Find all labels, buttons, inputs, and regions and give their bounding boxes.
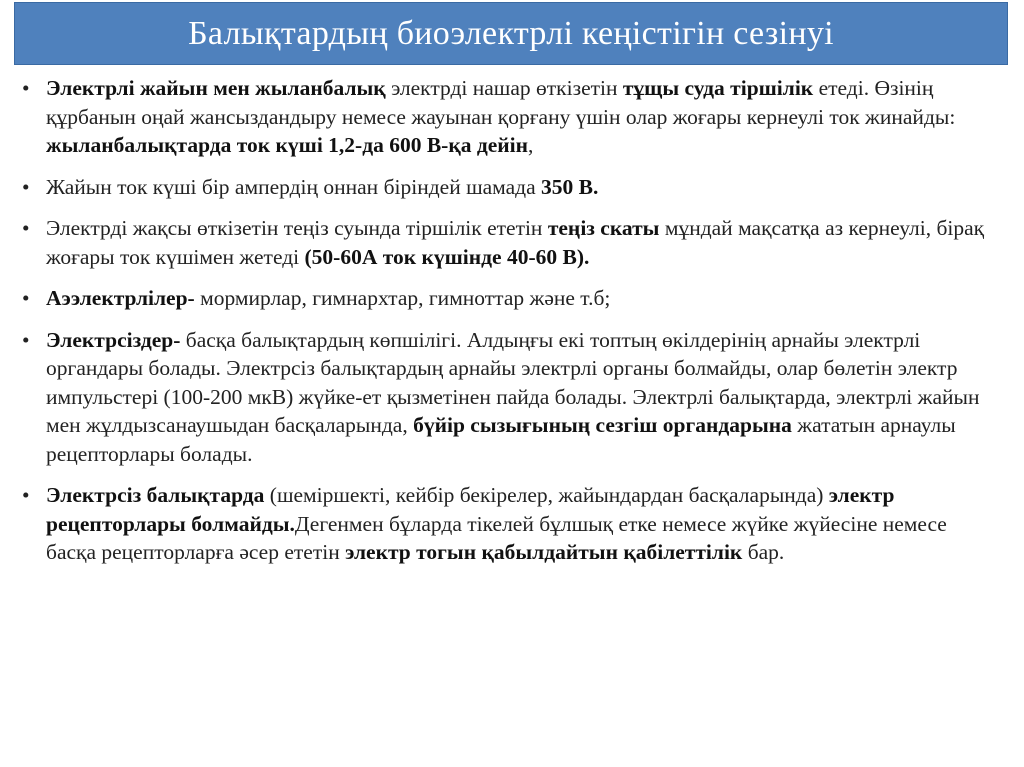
bullet-dot: • (22, 483, 30, 507)
text-run: Электрді жақсы өткізетін теңіз суында тіршілік ететін (46, 216, 548, 240)
text-run: Дегенмен бұларда тікелей бұлшық етке немесе жүйке жүйесіне немесе басқа рецепторларға әсер ететін (46, 511, 947, 564)
bullet-item (22, 284, 994, 313)
text-run: жататын арнаулы рецепторлары болады. (46, 413, 956, 466)
bullet-dot: • (22, 174, 30, 199)
bullet-list (22, 74, 994, 567)
bold-text: тұщы суда тіршілік (622, 76, 814, 100)
slide-title-bar (14, 2, 1008, 65)
slide-title: Балықтардың биоэлектрлі кеңістігін сезінуі (188, 14, 834, 52)
bold-text: теңіз скаты (547, 216, 660, 240)
text-run: мормирлар, гимнархтар, гимноттар және т.б; (194, 286, 611, 310)
text-run: бар. (742, 540, 785, 564)
slide-content (22, 74, 994, 580)
text-run: етеді. Өзінің құрбанын оңай жансыздандыру немесе жауынан қорғану үшін олар жоғары кернеулі ток жинайды: (46, 76, 956, 129)
bold-text: (50-60А ток күшінде 40-60 В). (304, 244, 590, 269)
bullet-item (22, 481, 994, 567)
bullet-dot: • (22, 327, 30, 352)
text-run: Жайын ток күші бір ампердің оннан біріндей шамада (46, 174, 542, 199)
text-run: (шеміршекті, кейбір бекірелер, жайындардан басқаларында) (264, 483, 829, 507)
bullet-dot: • (22, 286, 30, 310)
bold-text: Электрсіз балықтарда (46, 483, 265, 507)
text-run: , (528, 133, 534, 157)
bold-text: Аээлектрлілер- (46, 286, 195, 310)
bold-text: электр тогын қабылдайтын қабілеттілік (345, 540, 743, 564)
bullet-dot: • (22, 76, 30, 100)
text-run: басқа балықтардың көпшілігі. Алдыңғы екі топтың өкілдерінің арнайы электрлі органдары болады. Электрсіз балықтардың арнайы электрлі органы болмайды, олар бөлетін электр импульстері (100-200 мкВ) жүйке-ет қызметінен пайда болады. Электрлі балықтарда, электрлі жайын мен жұлдызсанаушыдан басқаларында, (46, 327, 980, 437)
bold-text: электр рецепторлары болмайды. (46, 483, 895, 536)
bold-text: бүйір сызығының сезгіш органдарына (413, 413, 792, 437)
bullet-item (22, 173, 994, 202)
bold-text: Электрлі жайын мен жыланбалық (46, 76, 386, 100)
bullet-item (22, 326, 994, 469)
text-run: электрді нашар өткізетін (385, 76, 623, 100)
bullet-item (22, 214, 994, 271)
bold-text: Электрсіздер- (46, 327, 181, 352)
bullet-dot: • (22, 216, 30, 240)
bullet-item (22, 74, 994, 160)
text-run: мұндай мақсатқа аз кернеулі, бірақ жоғары ток күшімен жетеді (46, 216, 985, 269)
bold-text: 350 В. (541, 174, 599, 199)
bold-text: жыланбалықтарда ток күші 1,2-да 600 В-қа дейін (46, 133, 529, 157)
